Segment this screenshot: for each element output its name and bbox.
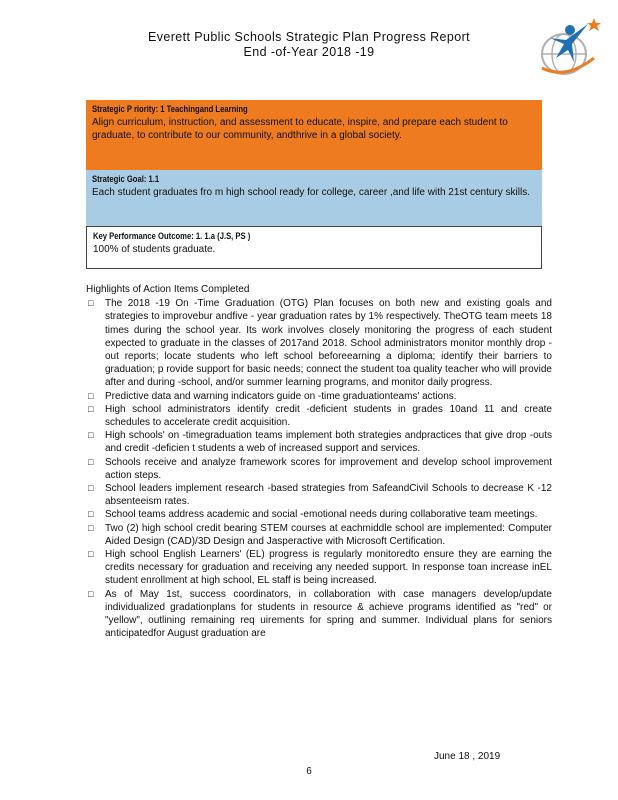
key-performance-outcome-box [86, 226, 542, 269]
list-item [86, 390, 552, 403]
list-item-text: High school administrators identify credit -deficient students in grades 10and 11 and create schedules to accelerate credit acquisition. [105, 403, 552, 429]
list-item [86, 508, 552, 521]
checkbox-bullet-icon: □ [88, 522, 94, 533]
report-date: June 18 , 2019 [434, 751, 501, 762]
list-item [86, 456, 552, 482]
list-item-text: School leaders implement research -based strategies from SafeandCivil Schools to decrease K -12 absenteeism rates. [105, 483, 552, 508]
checkbox-bullet-icon: □ [88, 549, 94, 560]
report-title-line2: End -of-Year 2018 -19 [243, 45, 375, 59]
list-item-text: Two (2) high school credit bearing STEM courses at eachmiddle school are implemented: Computer Aided Design (CAD)/3D Design and Jasperactive with Microsoft Certification. [105, 522, 552, 547]
strategic-goal-text: Each student graduates fro m high school ready for college, career ,and life with 21st century skills. [92, 187, 531, 198]
list-item-text: Predictive data and warning indicators guide on -time graduationteams' actions. [105, 390, 457, 402]
highlights-list [86, 297, 552, 640]
list-item [86, 482, 552, 508]
strategic-priority-text: Align curriculum, instruction, and assessment to educate, inspire, and prepare each student to graduate, to contribute to our community, andthrive in a global society. [92, 117, 508, 141]
checkbox-bullet-icon: □ [88, 298, 94, 309]
list-item [86, 522, 552, 548]
list-item [86, 548, 552, 588]
list-item-text: Schools receive and analyze framework scores for improvement and develop school improvement action steps. [105, 456, 552, 481]
person-star-logo-icon [536, 14, 604, 82]
list-item-text: High schools' on -timegraduation teams implement both strategies andpractices that give drop -outs and credit -deficien t students a web of increased support and services. [105, 430, 552, 455]
list-item [86, 429, 552, 455]
strategic-goal-box [86, 170, 542, 226]
checkbox-bullet-icon: □ [88, 483, 94, 494]
checkbox-bullet-icon: □ [88, 509, 94, 520]
list-item [86, 403, 552, 429]
strategic-priority-label: Strategic P riority: 1 Teachingand Learning [92, 104, 248, 114]
report-title-line1: Everett Public Schools Strategic Plan Progress Report [147, 30, 471, 44]
checkbox-bullet-icon: □ [88, 588, 94, 599]
strategic-goal-label: Strategic Goal: 1.1 [92, 174, 160, 184]
checkbox-bullet-icon: □ [88, 456, 94, 467]
highlights-heading: Highlights of Action Items Completed [86, 284, 250, 295]
list-item-text: School teams address academic and social -emotional needs during collaborative team meetings. [105, 509, 538, 521]
key-performance-outcome-text: 100% of students graduate. [93, 244, 216, 255]
list-item-text: High school English Learners' (EL) progress is regularly monitoredto ensure they are earning the credits necessary for graduation and receiving any needed support. In response toan increase inEL student enrollment at high school, EL staff is being increased. [105, 549, 552, 587]
key-performance-outcome-label: Key Performance Outcome: 1. 1.a (J.S, PS ) [93, 231, 251, 241]
list-item [86, 588, 552, 641]
checkbox-bullet-icon: □ [88, 390, 94, 401]
report-title [0, 30, 618, 60]
list-item-text: The 2018 -19 On -Time Graduation (OTG) Plan focuses on both new and existing goals and strategies to improvebur andfive - year graduation rates by 1% respectively. TheOTG team meets 18 times during the school year. Its work involves closely monitoring the progress of each student expected to graduate in the classes of 2017and 2018. School administrators monitor monthly drop -out reports; locate students who left school beforeearning a diploma; identify their barriers to graduation; p rovide support for basic needs; connect the student toa quality teacher who will provide after and during -school, and/or summer learning programs, and monitor daily progress. [105, 298, 552, 389]
highlights-section [86, 283, 552, 640]
page-number: 6 [306, 766, 312, 777]
list-item-text: As of May 1st, success coordinators, in collaboration with case managers develop/update individualized gradationplans for students in resource & achieve programs identified as "red" or "yellow", outlining remaining req uirements for spring and summer. Individual plans for seniors anticipatedfor August graduation are [105, 588, 552, 640]
list-item [86, 297, 552, 389]
checkbox-bullet-icon: □ [88, 430, 94, 441]
checkbox-bullet-icon: □ [88, 403, 94, 414]
strategic-priority-box [86, 100, 542, 170]
